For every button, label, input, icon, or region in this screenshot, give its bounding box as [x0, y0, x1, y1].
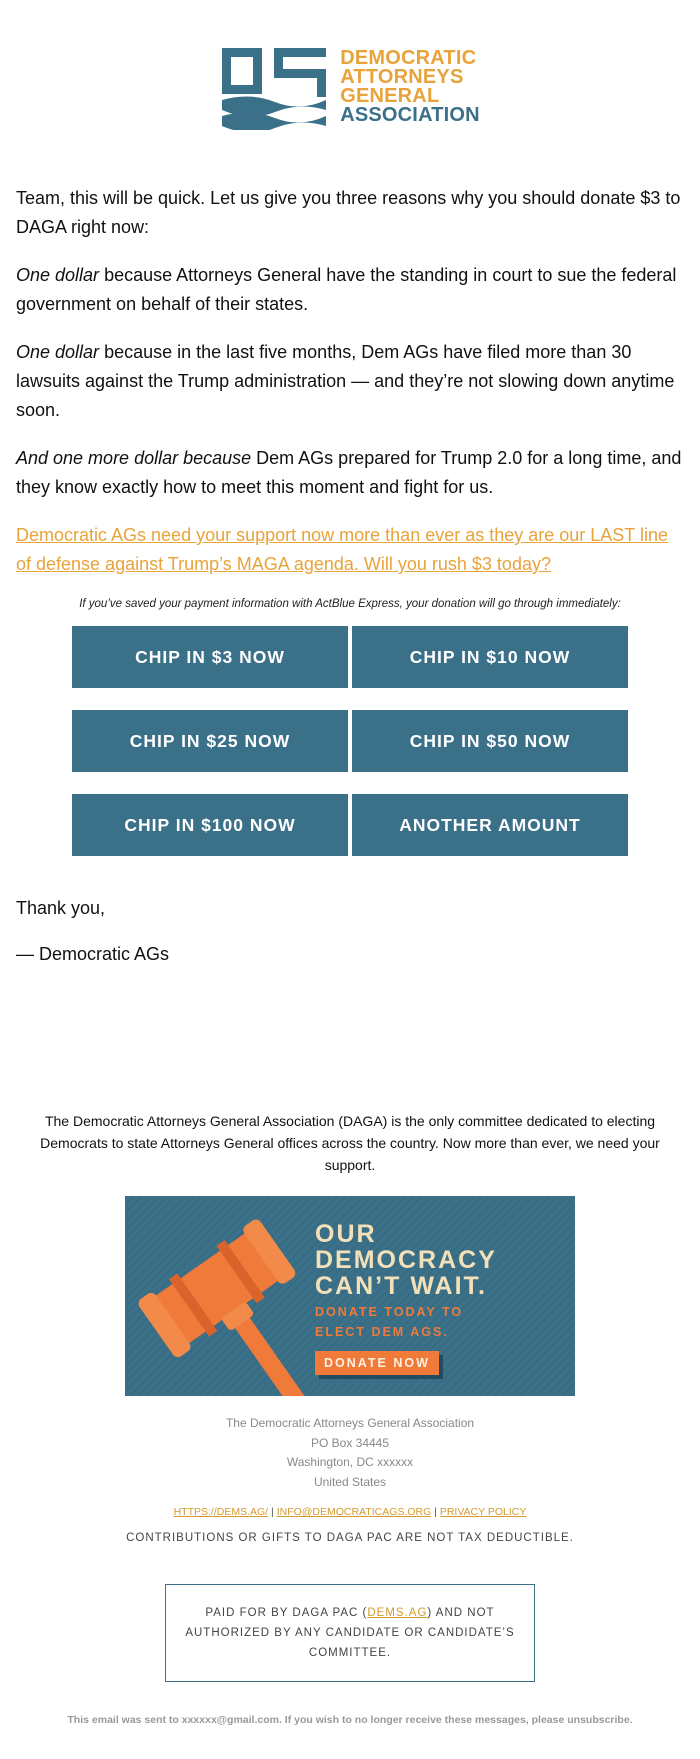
thank-you-text: Thank you, — [16, 898, 106, 918]
banner-donate-button[interactable]: DONATE NOW — [315, 1351, 439, 1375]
donate-cta-link[interactable]: Democratic AGs need your support now more than ever as they are our LAST line of defense against Trump’s MAGA agenda. Will you rush $3 today? — [16, 525, 668, 574]
reason-3-text: Dem AGs prepared for Trump 2.0 for a long time, and they know exactly how to meet this moment and fight for us. — [16, 448, 682, 497]
reason-1-emphasis: One dollar — [16, 265, 100, 285]
link-separator: | — [271, 1506, 274, 1518]
logo-line-4: ASSOCIATION — [340, 104, 480, 126]
logo-wordmark — [340, 49, 480, 125]
chip-in-3-button[interactable]: CHIP IN $3 NOW — [72, 626, 348, 688]
unsubscribe-notice[interactable]: This email was sent to xxxxxx@gmail.com. If you wish to no longer receive these messages, please unsubscribe. — [67, 1714, 633, 1726]
reason-2-paragraph — [16, 338, 684, 425]
intro-paragraph: Team, this will be quick. Let us give you three reasons why you should donate $3 to DAGA right now: — [16, 188, 681, 237]
footer-description: The Democratic Attorneys General Association (DAGA) is the only committee dedicated to electing Democrats to state Attorneys General offices across the country. Now more than ever, we need your support. — [40, 1113, 660, 1173]
daga-logo[interactable] — [0, 0, 700, 130]
banner-headline-2: DEMOCRACY — [315, 1246, 497, 1274]
address-pobox: PO Box 34445 — [310, 1435, 390, 1450]
footer-links — [0, 1506, 700, 1518]
reason-1-paragraph — [16, 261, 684, 319]
banner-subline-1: DONATE TODAY TO — [315, 1305, 464, 1319]
mailing-address — [0, 1414, 700, 1492]
button-row-1 — [72, 626, 628, 688]
paid-for-text-post: ) AND NOT AUTHORIZED BY ANY CANDIDATE OR CANDIDATE’S COMMITTEE. — [185, 1607, 515, 1659]
paid-for-text-pre: PAID FOR BY DAGA PAC ( — [205, 1607, 368, 1619]
address-org: The Democratic Attorneys General Association — [225, 1416, 475, 1430]
banner-subline-2: ELECT DEM AGS. — [315, 1325, 449, 1339]
tax-deductible-note: CONTRIBUTIONS OR GIFTS TO DAGA PAC ARE NOT TAX DEDUCTIBLE. — [126, 1532, 574, 1544]
actblue-notice: If you’ve saved your payment information with ActBlue Express, your donation will go through immediately: — [79, 598, 621, 610]
reason-2-text: because in the last five months, Dem AGs have filed more than 30 lawsuits against the Trump administration — and they’re not slowing down anytime soon. — [16, 342, 675, 420]
message-body — [0, 130, 700, 579]
chip-in-10-button[interactable]: CHIP IN $10 NOW — [352, 626, 628, 688]
donate-banner[interactable] — [125, 1196, 575, 1396]
chip-in-100-button[interactable]: CHIP IN $100 NOW — [72, 794, 348, 856]
signoff — [0, 878, 700, 968]
paid-for-disclaimer — [165, 1584, 535, 1682]
daga-flag-icon — [220, 44, 330, 130]
signature-text: — Democratic AGs — [16, 944, 170, 964]
link-separator: | — [434, 1506, 437, 1518]
reason-3-emphasis: And one more dollar because — [16, 448, 252, 468]
dems-ag-link[interactable]: DEMS.AG — [367, 1607, 428, 1619]
privacy-policy-link[interactable]: PRIVACY POLICY — [439, 1506, 527, 1518]
email-link[interactable]: INFO@DEMOCRATICAGS.ORG — [276, 1506, 432, 1518]
address-city: Washington, DC xxxxxx — [286, 1455, 414, 1469]
button-row-2 — [72, 710, 628, 772]
logo-line-1: DEMOCRATIC — [340, 47, 477, 69]
banner-headline-1: OUR — [315, 1220, 377, 1248]
banner-text — [315, 1221, 497, 1375]
button-row-3 — [72, 794, 628, 856]
reason-2-emphasis: One dollar — [16, 342, 100, 362]
reason-3-paragraph — [16, 444, 684, 502]
chip-in-25-button[interactable]: CHIP IN $25 NOW — [72, 710, 348, 772]
chip-in-50-button[interactable]: CHIP IN $50 NOW — [352, 710, 628, 772]
website-link[interactable]: HTTPS://DEMS.AG/ — [173, 1506, 269, 1518]
logo-line-2: ATTORNEYS — [340, 66, 464, 88]
banner-headline-3: CAN’T WAIT. — [315, 1272, 487, 1300]
logo-line-3: GENERAL — [340, 85, 440, 107]
address-country: United States — [313, 1474, 387, 1489]
reason-1-text: because Attorneys General have the standing in court to sue the federal government on behalf of their states. — [16, 265, 677, 314]
cta-paragraph — [16, 521, 684, 579]
another-amount-button[interactable]: ANOTHER AMOUNT — [352, 794, 628, 856]
donation-buttons — [72, 626, 628, 856]
